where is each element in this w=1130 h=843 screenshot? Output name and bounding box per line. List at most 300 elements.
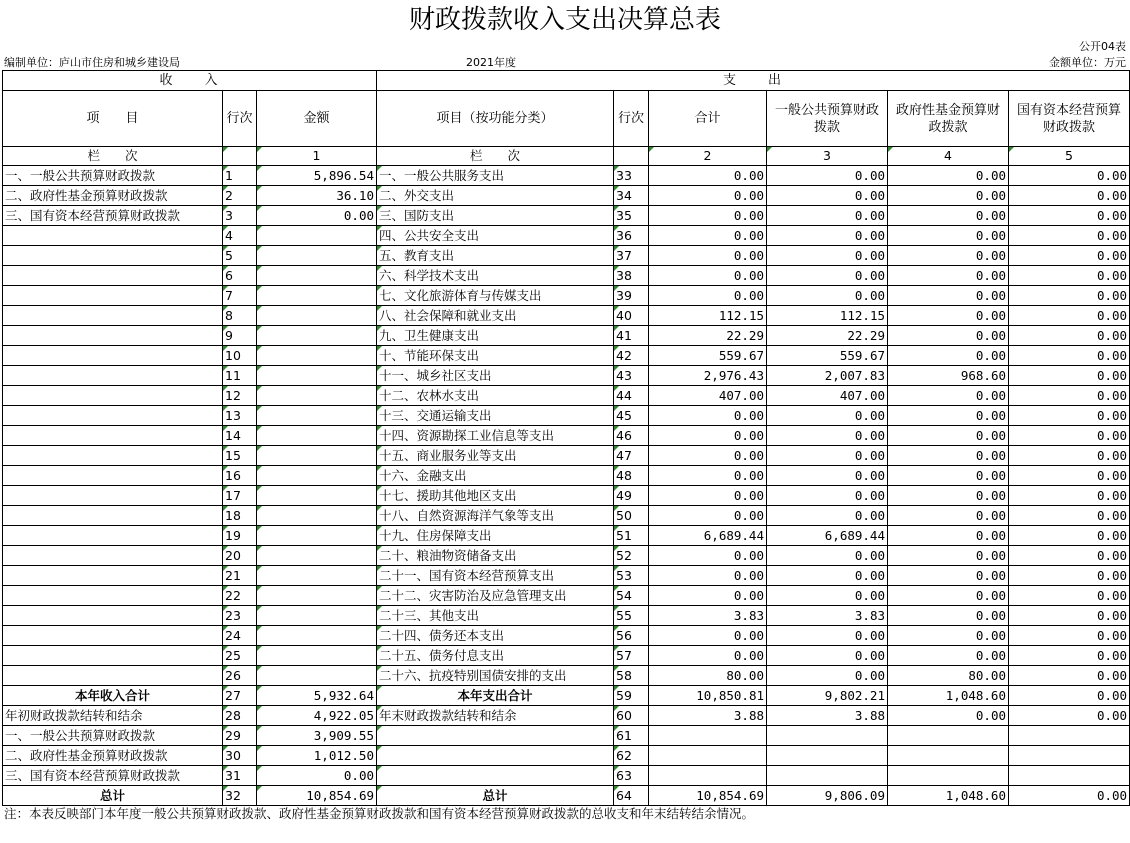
expense-state: 0.00 [1009,446,1130,466]
expense-row-no: 52 [614,546,649,566]
expense-general: 0.00 [767,446,888,466]
income-amount [257,446,377,466]
expense-general: 0.00 [767,406,888,426]
income-item [3,246,223,266]
income-amount [257,426,377,446]
expense-general: 112.15 [767,306,888,326]
income-item [3,406,223,426]
header-row-no-2: 行次 [614,91,649,147]
expense-item: 六、科学技术支出 [377,266,614,286]
table-row [3,166,1130,186]
expense-state: 0.00 [1009,246,1130,266]
income-row-no: 32 [223,786,257,806]
table-row [3,766,1130,786]
income-item [3,546,223,566]
expense-item: 二十六、抗疫特别国债安排的支出 [377,666,614,686]
expense-state: 0.00 [1009,186,1130,206]
expense-general: 0.00 [767,666,888,686]
income-item: 本年收入合计 [3,686,223,706]
income-section-header: 收 入 [3,71,377,91]
expense-general: 0.00 [767,466,888,486]
expense-total: 80.00 [649,666,767,686]
income-item [3,326,223,346]
expense-item: 十、节能环保支出 [377,346,614,366]
income-item: 三、国有资本经营预算财政拨款 [3,206,223,226]
income-item [3,366,223,386]
income-item: 三、国有资本经营预算财政拨款 [3,766,223,786]
expense-state: 0.00 [1009,546,1130,566]
table-row [3,246,1130,266]
expense-item: 十九、住房保障支出 [377,526,614,546]
year-label: 2021年度 [466,56,516,69]
table-row [3,186,1130,206]
expense-fund: 0.00 [888,406,1009,426]
expense-item: 五、教育支出 [377,246,614,266]
expense-total: 6,689.44 [649,526,767,546]
table-row [3,706,1130,726]
expense-item: 十八、自然资源海洋气象等支出 [377,506,614,526]
income-amount [257,306,377,326]
header-total: 合计 [649,91,767,147]
income-item [3,346,223,366]
income-amount [257,646,377,666]
expense-state: 0.00 [1009,686,1130,706]
expense-row-no: 60 [614,706,649,726]
expense-general: 0.00 [767,246,888,266]
expense-total: 0.00 [649,646,767,666]
expense-row-no: 50 [614,506,649,526]
expense-item: 九、卫生健康支出 [377,326,614,346]
expense-fund: 0.00 [888,586,1009,606]
income-amount [257,406,377,426]
income-row-no: 17 [223,486,257,506]
table-row [3,566,1130,586]
income-row-no: 28 [223,706,257,726]
expense-row-no: 57 [614,646,649,666]
expense-total: 0.00 [649,166,767,186]
income-item [3,586,223,606]
table-row [3,526,1130,546]
income-amount [257,566,377,586]
income-amount: 5,932.64 [257,686,377,706]
expense-state: 0.00 [1009,166,1130,186]
expense-state [1009,746,1130,766]
expense-row-no: 58 [614,666,649,686]
expense-fund: 0.00 [888,426,1009,446]
expense-fund: 0.00 [888,186,1009,206]
expense-row-no: 35 [614,206,649,226]
expense-state [1009,726,1130,746]
expense-fund: 0.00 [888,506,1009,526]
expense-total: 0.00 [649,426,767,446]
header-row-no: 行次 [223,91,257,147]
expense-general [767,766,888,786]
income-amount: 5,896.54 [257,166,377,186]
expense-row-no: 44 [614,386,649,406]
expense-section-header: 支 出 [377,71,1130,91]
expense-item: 八、社会保障和就业支出 [377,306,614,326]
expense-row-no: 33 [614,166,649,186]
income-item [3,626,223,646]
income-amount [257,666,377,686]
expense-row-no: 43 [614,366,649,386]
expense-fund: 0.00 [888,286,1009,306]
expense-fund: 0.00 [888,706,1009,726]
income-row-no: 22 [223,586,257,606]
expense-fund: 0.00 [888,386,1009,406]
income-row-no: 20 [223,546,257,566]
table-row [3,686,1130,706]
expense-fund: 0.00 [888,626,1009,646]
table-row [3,466,1130,486]
table-row [3,726,1130,746]
income-row-no: 21 [223,566,257,586]
expense-general: 0.00 [767,506,888,526]
expense-total: 0.00 [649,466,767,486]
expense-general: 407.00 [767,386,888,406]
expense-total [649,726,767,746]
table-row [3,506,1130,526]
expense-item: 十六、金融支出 [377,466,614,486]
table-row [3,586,1130,606]
income-row-no: 5 [223,246,257,266]
expense-item: 七、文化旅游体育与传媒支出 [377,286,614,306]
expense-total: 3.83 [649,606,767,626]
header-state: 国有资本经营预算财政拨款 [1009,91,1130,147]
expense-row-no: 51 [614,526,649,546]
table-row [3,266,1130,286]
income-amount [257,286,377,306]
expense-total: 0.00 [649,486,767,506]
expense-general: 0.00 [767,546,888,566]
expense-state: 0.00 [1009,646,1130,666]
expense-state: 0.00 [1009,206,1130,226]
table-row [3,546,1130,566]
expense-item: 二十五、债务付息支出 [377,646,614,666]
expense-total: 22.29 [649,326,767,346]
expense-fund: 0.00 [888,206,1009,226]
table-row [3,346,1130,366]
income-item [3,386,223,406]
expense-total: 2,976.43 [649,366,767,386]
expense-item: 二、外交支出 [377,186,614,206]
income-row-no: 12 [223,386,257,406]
expense-row-no: 62 [614,746,649,766]
expense-general: 0.00 [767,586,888,606]
expense-item: 十五、商业服务业等支出 [377,446,614,466]
expense-general: 559.67 [767,346,888,366]
income-amount [257,346,377,366]
col-index-4: 4 [888,147,1009,166]
expense-state: 0.00 [1009,226,1130,246]
expense-fund [888,746,1009,766]
income-item [3,566,223,586]
income-row-no: 26 [223,666,257,686]
expense-total: 0.00 [649,446,767,466]
income-amount: 10,854.69 [257,786,377,806]
expense-row-no: 59 [614,686,649,706]
expense-row-no: 47 [614,446,649,466]
expense-state: 0.00 [1009,526,1130,546]
expense-item [377,766,614,786]
table-row [3,406,1130,426]
income-row-no: 1 [223,166,257,186]
expense-fund: 0.00 [888,606,1009,626]
expense-state: 0.00 [1009,566,1130,586]
expense-total: 0.00 [649,546,767,566]
expense-item: 年末财政拨款结转和结余 [377,706,614,726]
expense-fund: 1,048.60 [888,786,1009,806]
expense-state: 0.00 [1009,266,1130,286]
income-row-no: 3 [223,206,257,226]
table-row [3,666,1130,686]
expense-state: 0.00 [1009,286,1130,306]
col-index-5: 5 [1009,147,1130,166]
table-row [3,626,1130,646]
expense-state: 0.00 [1009,326,1130,346]
expense-item: 十二、农林水支出 [377,386,614,406]
expense-item: 一、一般公共服务支出 [377,166,614,186]
expense-row-no: 49 [614,486,649,506]
col-index-2: 2 [649,147,767,166]
income-amount [257,226,377,246]
expense-general: 3.88 [767,706,888,726]
income-row-no: 31 [223,766,257,786]
income-row-no: 24 [223,626,257,646]
expense-row-no: 37 [614,246,649,266]
expense-fund: 0.00 [888,546,1009,566]
income-amount [257,626,377,646]
expense-fund: 0.00 [888,466,1009,486]
expense-fund [888,766,1009,786]
income-row-no: 19 [223,526,257,546]
expense-fund: 0.00 [888,486,1009,506]
table-row [3,446,1130,466]
table-row [3,226,1130,246]
expense-row-no: 45 [614,406,649,426]
expense-total: 407.00 [649,386,767,406]
income-item: 年初财政拨款结转和结余 [3,706,223,726]
expense-row-no: 42 [614,346,649,366]
header-fund: 政府性基金预算财政拨款 [888,91,1009,147]
income-item [3,466,223,486]
expense-fund: 80.00 [888,666,1009,686]
income-item [3,446,223,466]
income-item [3,226,223,246]
income-item [3,606,223,626]
expense-item: 二十四、债务还本支出 [377,626,614,646]
income-row-no: 15 [223,446,257,466]
header-func-item: 项目（按功能分类） [377,91,614,147]
header-amount: 金额 [257,91,377,147]
expense-item: 十三、交通运输支出 [377,406,614,426]
expense-item: 二十、粮油物资储备支出 [377,546,614,566]
expense-row-no: 38 [614,266,649,286]
income-row-no: 30 [223,746,257,766]
expense-item: 二十三、其他支出 [377,606,614,626]
expense-fund: 0.00 [888,566,1009,586]
expense-item: 十四、资源勘探工业信息等支出 [377,426,614,446]
income-item [3,666,223,686]
expense-general: 0.00 [767,266,888,286]
income-row-no: 25 [223,646,257,666]
table-row [3,206,1130,226]
expense-fund: 0.00 [888,446,1009,466]
expense-row-no: 34 [614,186,649,206]
expense-total: 112.15 [649,306,767,326]
income-row-no: 29 [223,726,257,746]
income-amount [257,506,377,526]
expense-row-no: 54 [614,586,649,606]
income-amount: 0.00 [257,206,377,226]
income-item: 一、一般公共预算财政拨款 [3,166,223,186]
form-number: 公开04表 [1079,40,1126,53]
expense-total: 0.00 [649,226,767,246]
income-amount [257,386,377,406]
income-row-no: 7 [223,286,257,306]
expense-fund: 0.00 [888,526,1009,546]
expense-total: 0.00 [649,266,767,286]
expense-general: 0.00 [767,566,888,586]
expense-row-no: 63 [614,766,649,786]
expense-total: 0.00 [649,626,767,646]
expense-general: 9,802.21 [767,686,888,706]
expense-fund: 0.00 [888,346,1009,366]
expense-total: 0.00 [649,186,767,206]
table-row [3,786,1130,806]
expense-fund: 1,048.60 [888,686,1009,706]
expense-state: 0.00 [1009,626,1130,646]
table-row [3,646,1130,666]
col-index-1: 1 [257,147,377,166]
expense-total: 10,850.81 [649,686,767,706]
table-row [3,426,1130,446]
income-amount: 0.00 [257,766,377,786]
expense-item: 三、国防支出 [377,206,614,226]
expense-state: 0.00 [1009,466,1130,486]
income-item: 总计 [3,786,223,806]
income-row-no: 9 [223,326,257,346]
income-item: 一、一般公共预算财政拨款 [3,726,223,746]
col-index-blank [223,147,257,166]
expense-total: 0.00 [649,506,767,526]
unit-label: 金额单位：万元 [1049,56,1126,69]
income-amount [257,546,377,566]
expense-general: 0.00 [767,626,888,646]
income-amount [257,586,377,606]
expense-row-no: 48 [614,466,649,486]
income-amount [257,266,377,286]
expense-state: 0.00 [1009,346,1130,366]
expense-general: 0.00 [767,166,888,186]
table-row [3,366,1130,386]
expense-fund: 0.00 [888,246,1009,266]
expense-item: 总计 [377,786,614,806]
income-amount [257,486,377,506]
col-index-blank-2 [614,147,649,166]
income-amount: 3,909.55 [257,726,377,746]
income-item [3,486,223,506]
income-amount: 36.10 [257,186,377,206]
expense-general: 0.00 [767,646,888,666]
expense-state: 0.00 [1009,406,1130,426]
expense-item [377,746,614,766]
expense-row-no: 40 [614,306,649,326]
expense-total [649,746,767,766]
expense-row-no: 41 [614,326,649,346]
expense-item: 二十二、灾害防治及应急管理支出 [377,586,614,606]
expense-general: 0.00 [767,486,888,506]
income-amount [257,246,377,266]
expense-fund: 0.00 [888,326,1009,346]
expense-state: 0.00 [1009,786,1130,806]
expense-row-no: 61 [614,726,649,746]
org-label: 编制单位：庐山市住房和城乡建设局 [4,56,180,69]
budget-table [2,70,1130,806]
expense-item [377,726,614,746]
income-row-no: 27 [223,686,257,706]
income-item [3,526,223,546]
expense-state: 0.00 [1009,386,1130,406]
expense-general: 0.00 [767,286,888,306]
expense-fund: 0.00 [888,306,1009,326]
expense-item: 十一、城乡社区支出 [377,366,614,386]
income-item [3,646,223,666]
expense-state: 0.00 [1009,706,1130,726]
income-item [3,266,223,286]
header-general: 一般公共预算财政拨款 [767,91,888,147]
income-row-no: 4 [223,226,257,246]
expense-general: 2,007.83 [767,366,888,386]
expense-item: 二十一、国有资本经营预算支出 [377,566,614,586]
expense-state: 0.00 [1009,486,1130,506]
table-row [3,606,1130,626]
income-row-no: 8 [223,306,257,326]
expense-item: 四、公共安全支出 [377,226,614,246]
expense-item: 本年支出合计 [377,686,614,706]
income-amount: 4,922.05 [257,706,377,726]
expense-fund: 0.00 [888,166,1009,186]
table-row [3,286,1130,306]
col-index-label: 栏 次 [3,147,223,166]
expense-row-no: 39 [614,286,649,306]
income-row-no: 10 [223,346,257,366]
income-row-no: 18 [223,506,257,526]
table-row [3,306,1130,326]
income-amount [257,606,377,626]
income-amount [257,326,377,346]
table-row [3,746,1130,766]
expense-general: 0.00 [767,426,888,446]
income-amount: 1,012.50 [257,746,377,766]
expense-state: 0.00 [1009,306,1130,326]
expense-total: 0.00 [649,406,767,426]
expense-state [1009,766,1130,786]
table-row [3,486,1130,506]
income-row-no: 14 [223,426,257,446]
income-amount [257,366,377,386]
expense-fund: 0.00 [888,266,1009,286]
expense-total: 0.00 [649,566,767,586]
table-row [3,386,1130,406]
income-item [3,506,223,526]
expense-row-no: 56 [614,626,649,646]
income-item [3,286,223,306]
income-row-no: 6 [223,266,257,286]
col-index-label-2: 栏 次 [377,147,614,166]
expense-total: 0.00 [649,586,767,606]
expense-general: 0.00 [767,186,888,206]
